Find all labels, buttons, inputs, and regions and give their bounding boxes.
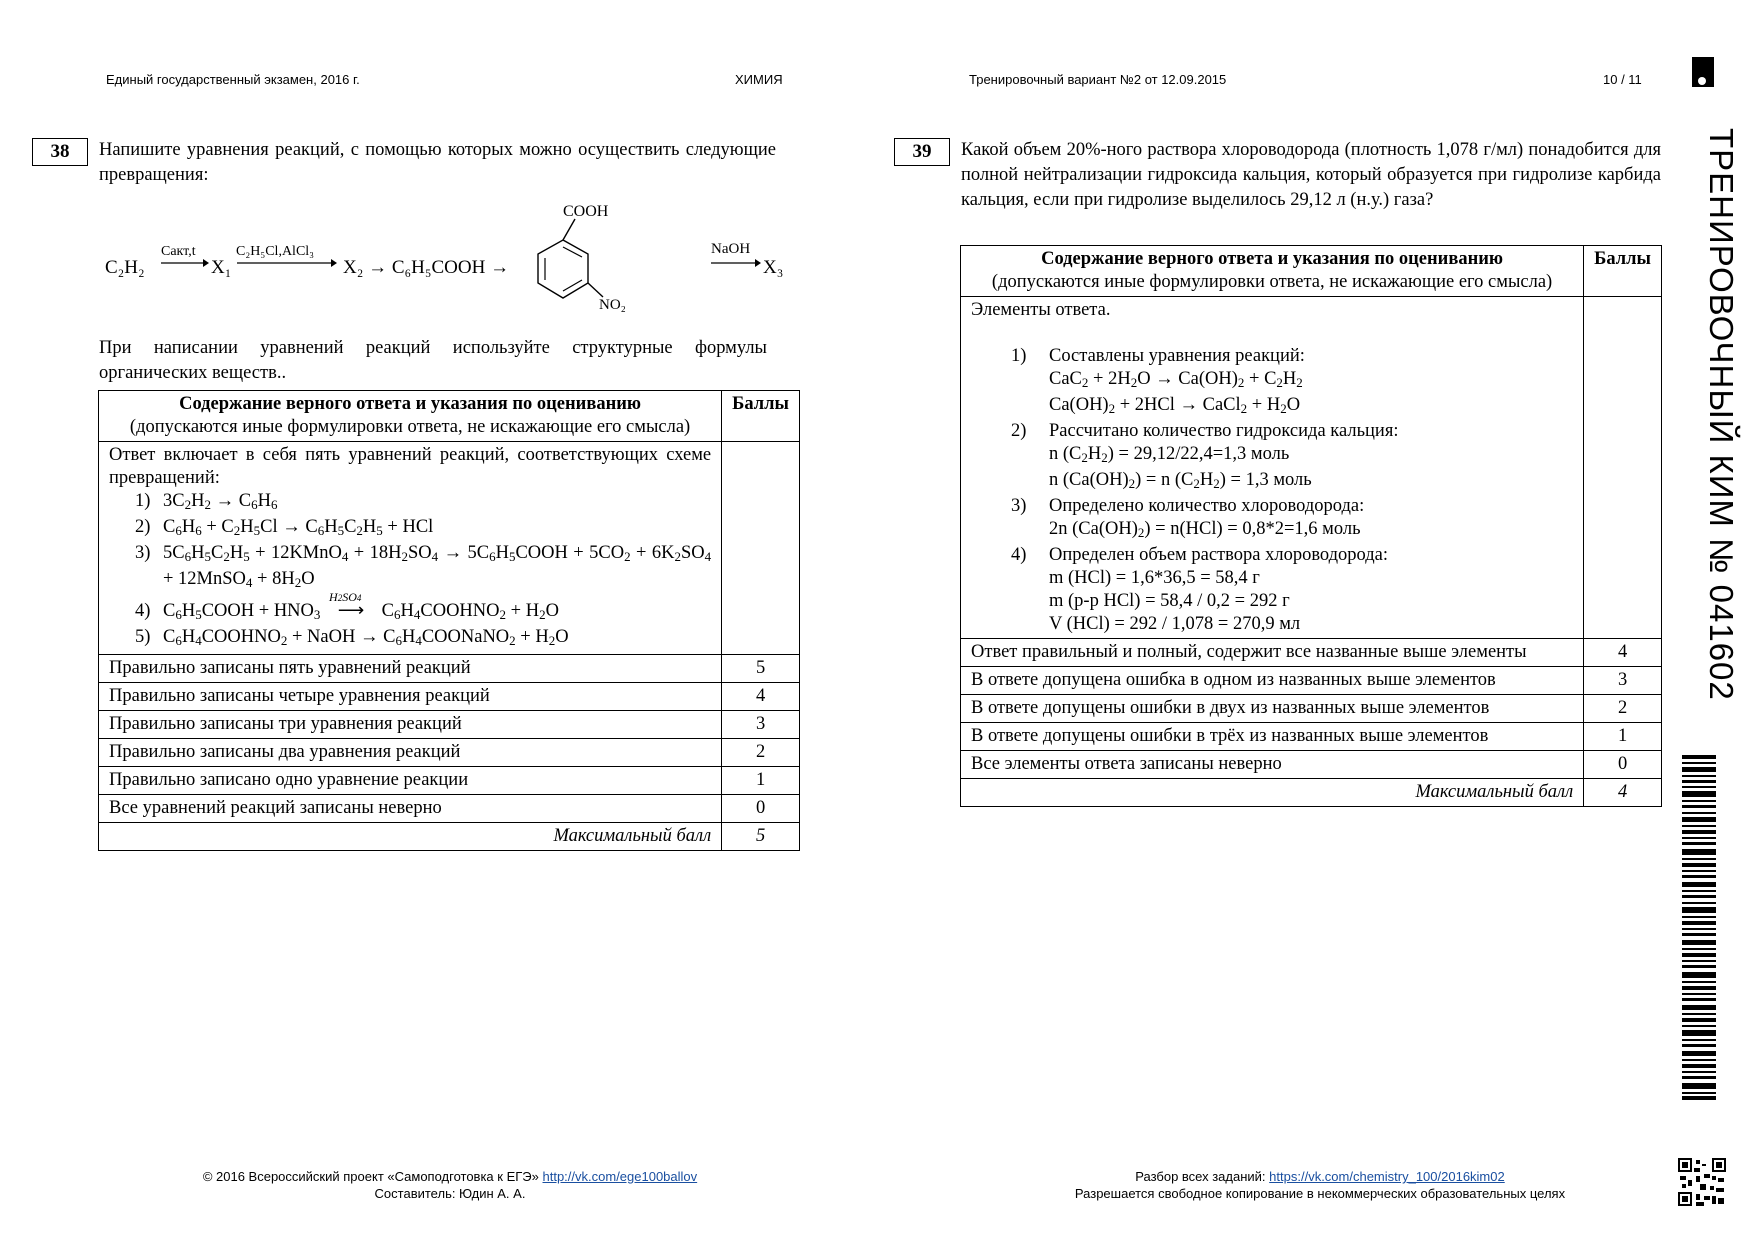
task-38-number: 38	[32, 138, 88, 166]
table-39-header-bold: Содержание верного ответа и указания по оцениванию	[1041, 249, 1504, 269]
footer-author: Составитель: Юдин А. А.	[374, 1186, 526, 1201]
step-2: 2) Рассчитано количество гидроксида кальция: n $(C_2H_2) = 29,12/22,4=1,3$ моль n $(Ca(OH)_2) = n$ $(C_2H_2) = 1,3$ моль	[1011, 421, 1399, 491]
table-39-answer-points	[1584, 297, 1662, 639]
table-row: Правильно записаны два уравнения реакций 2	[99, 739, 800, 767]
scheme-x2-benzoic: X₂ → C₆H₅COOH →	[343, 257, 510, 278]
footer-right	[1010, 1168, 1630, 1202]
scheme-naoh-label: NaOH	[711, 241, 751, 257]
task-38-grading-table	[98, 390, 800, 851]
answer-39-elements-label: Элементы ответа.	[971, 300, 1111, 320]
table-row: Правильно записаны пять уравнений реакций 5	[99, 655, 800, 683]
table-38-max-row: Максимальный балл 5	[99, 823, 800, 851]
table-39-header	[961, 246, 1584, 297]
table-38-answer-points	[722, 442, 800, 655]
scheme-arrow-2-head	[331, 259, 337, 267]
equation-2: 2) $C_6H_6 + C_2H_5Cl \to C_6H_5C_2H_5$ + HCl	[135, 517, 434, 538]
task-38-note: При написании уравнений реакций используйте структурные формулы органических веществ..	[99, 338, 767, 383]
table-row: Правильно записано одно уравнение реакции 1	[99, 767, 800, 795]
table-row: В ответе допущены ошибки в двух из названных выше элементов 2	[961, 695, 1662, 723]
scheme-catalyst-2: C₂H₅Cl,AlCl₃	[236, 244, 315, 259]
scheme-arrow-1-head	[203, 259, 209, 267]
footer-copy-note: Разрешается свободное копирование в некоммерческих образовательных целях	[1074, 1186, 1566, 1201]
footer-vk-link[interactable]: http://vk.com/ege100ballov	[542, 1169, 698, 1184]
answer-39-steps	[971, 345, 1573, 636]
equation-5: 5) $C_6H_4COOHNO_2$ + NaOH → $C_6H_4COONaNO_2 + H_2O$	[135, 627, 569, 648]
equation-3: 3) $5C_6H_5C_2H_5$ + 12KMnO$_4$ + $18H_2SO_4$ → $5C_6H_5COOH + 5CO_2 + 6K_2SO_4$ + 12MnSO$_4$ + $8H_2O$	[135, 543, 712, 590]
table-row: Все элементы ответа записаны неверно 0	[961, 751, 1662, 779]
header-exam-title: Единый государственный экзамен, 2016 г.	[106, 72, 360, 87]
table-38-header-note: (допускаются иные формулировки ответа, не искажающие его смысла)	[129, 417, 691, 437]
table-39-max-row: Максимальный балл 4	[961, 779, 1662, 807]
footer-analysis-label: Разбор всех заданий:	[1135, 1169, 1266, 1184]
table-39-header-note: (допускаются иные формулировки ответа, не искажающие его смысла)	[991, 272, 1553, 292]
footer-copyright: © 2016 Всероссийский проект «Самоподготовка к ЕГЭ»	[202, 1169, 539, 1184]
scheme-c2h2: C₂H₂	[105, 257, 145, 278]
equation-1: 1) $3C_2H_2 \to C_6H_6$	[135, 491, 278, 512]
table-38-header	[99, 391, 722, 442]
transformation-scheme	[105, 205, 795, 315]
step-3: 3) Определено количество хлороводорода: 2n $(Ca(OH)_2) = n(HCl) = 0,8*2=1,6$ моль	[1011, 496, 1365, 540]
answer-38-equations	[109, 490, 711, 652]
header-variant: Тренировочный вариант №2 от 12.09.2015	[969, 72, 1227, 87]
task-39-text: Какой объем 20%-ного раствора хлороводорода (плотность 1,078 г/мл) понадобится для полной нейтрализации гидроксида кальция, который образуется при гидролизе карбида кальция, если при гидролизе выделилось 29,12 л (н.у.) газа?	[961, 140, 1661, 210]
table-38-header-points: Баллы	[722, 391, 800, 442]
table-39-header-points: Баллы	[1584, 246, 1662, 297]
scheme-no2-label: NO₂	[599, 297, 626, 313]
footer-left	[140, 1168, 760, 1202]
table-row: В ответе допущены ошибки в трёх из названных выше элементов 1	[961, 723, 1662, 751]
barcode-icon	[1682, 755, 1716, 1100]
table-row: Ответ правильный и полный, содержит все названные выше элементы 4	[961, 639, 1662, 667]
footer-analysis-link[interactable]: https://vk.com/chemistry_100/2016kim02	[1269, 1169, 1505, 1184]
header-subject: ХИМИЯ	[735, 72, 783, 87]
table-row: В ответе допущена ошибка в одном из названных выше элементов 3	[961, 667, 1662, 695]
step-4: 4) Определен объем раствора хлороводорода: m (HCl) = 1,6*36,5 = 58,4 г m (р-р HCl) = 58,4 / 0,2 = 292 г V (HCl) = 292 / 1,078 = 270,9 мл	[1011, 545, 1389, 634]
equation-4: 4) $C_6H_5COOH + HNO_3$ H2SO4 ⟶ $C_6H_4COOHNO_2 + H_2O$	[135, 590, 559, 622]
table-38-answer-cell	[99, 442, 722, 655]
table-row: Правильно записаны четыре уравнения реакций 4	[99, 683, 800, 711]
table-row: Все уравнений реакций записаны неверно 0	[99, 795, 800, 823]
task-39-grading-table	[960, 245, 1662, 807]
task-38-text: Напишите уравнения реакций, с помощью которых можно осуществить следующие превращения:	[99, 140, 776, 185]
answer-38-intro: Ответ включает в себя пять уравнений реакций, соответствующих схеме превращений:	[109, 445, 712, 488]
table-row: Правильно записаны три уравнения реакций 3	[99, 711, 800, 739]
table-38-header-bold: Содержание верного ответа и указания по оцениванию	[179, 394, 642, 414]
table-39-answer-cell	[961, 297, 1584, 639]
scheme-x1: X₁	[211, 257, 232, 278]
step-1: 1) Составлены уравнения реакций: $CaC_2 + 2H_2O \to Ca(OH)_2 + C_2H_2$ $Ca(OH)_2 + 2HCl$ → CaCl$_2$ + $H_2O$	[1011, 346, 1305, 416]
task-39-number: 39	[894, 138, 950, 166]
side-kim-title: ТРЕНИРОВОЧНЫЙ КИМ № 041602	[1703, 128, 1740, 701]
scheme-x3: X₃	[763, 257, 784, 278]
corner-marker-icon	[1690, 55, 1716, 89]
header-page-number: 10 / 11	[1603, 72, 1642, 87]
scheme-cooh-label: COOH	[563, 205, 609, 220]
qr-code-icon	[1678, 1158, 1726, 1206]
scheme-catalyst-1: Cакт,t	[161, 244, 196, 259]
